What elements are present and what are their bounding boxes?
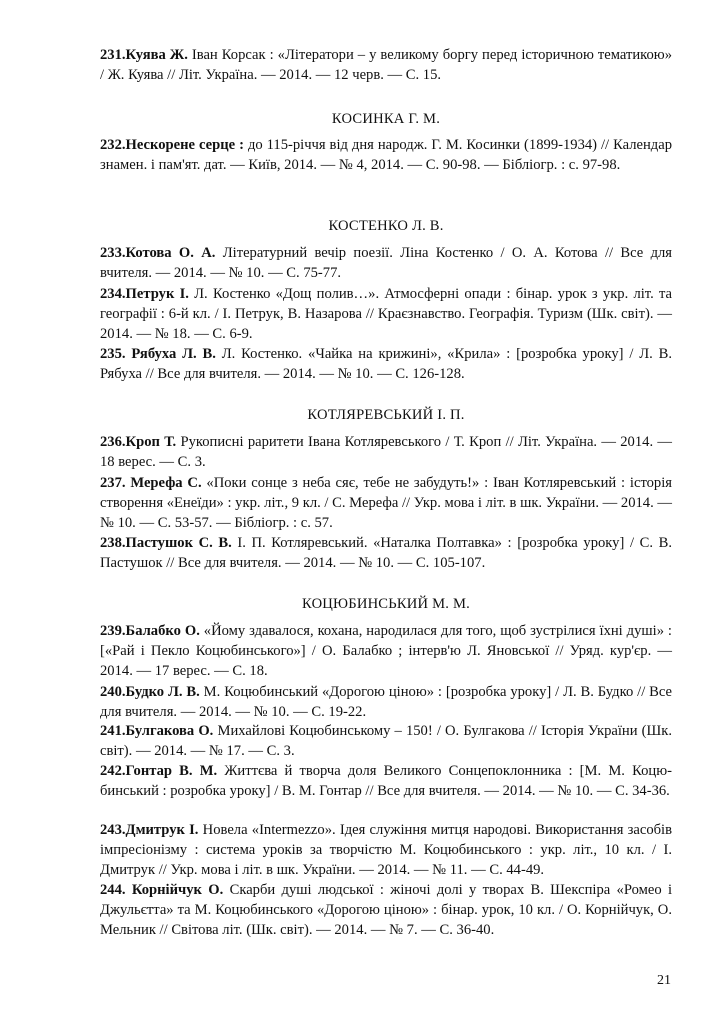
entry-author: Рябуха Л. В. [131, 346, 216, 362]
entry-text: «Поки сонце з неба сяє, тебе не забудуть!» : Іван Котляревський : історія створення «Енеїди» : укр. літ., 9 кл. / С. Мерефа // Укр. мова і літ. в шк. України. — 2014. — № 10. — С. 53-57. — Бібліогр. : с. 57. [100, 475, 672, 531]
bibliography-entry [100, 761, 672, 801]
bibliography-entry [100, 533, 672, 573]
section-heading: КОТЛЯРЕВСЬКИЙ І. П. [307, 407, 465, 423]
bibliography-entry [100, 721, 672, 761]
entry-number: 237. [100, 475, 131, 491]
entry-author: Булгакова О. [125, 723, 214, 739]
bibliography-entry [100, 621, 672, 681]
bibliography-entry [100, 473, 672, 533]
entry-text: Новела «Intermezzo». Ідея служіння митця народові. Використання засобів імпресіонізму : система уроків за творчістю М. Коцюбинського : укр. літ., 10 кл. / І. Дмитрук // Укр. мова і літ. в шк. України. — 2014. — № 11. — С. 44-49. [100, 822, 673, 878]
entry-text: Л. Костенко «Дощ полив…». Атмосферні опади : бінар. урок з укр. літ. та географії : 6-й кл. / І. Петрук, В. Назарова // Краєзнавство. Географія. Туризм (Шк. світ). — 2014. — № 18. — С. 6-9. [100, 286, 673, 342]
entry-author: Нескорене серце : [125, 137, 244, 153]
page-number: 21 [657, 973, 671, 988]
entry-text: М. Коцюбинський «Дорогою ціною» : [розробка уроку] / Л. В. Будко // Все для вчителя. — 2014. — № 10. — С. 19-22. [100, 684, 672, 720]
entry-number: 244. [100, 882, 132, 898]
entry-text: Життєва й творча доля Великого Сонцепоклонника : [М. М. Коцю-бинський : розробка уроку] / В. М. Гонтар // Все для вчителя. — 2014. — № 10. — С. 34-36. [100, 763, 672, 799]
section-heading: КОЦЮБИНСЬКИЙ М. М. [302, 596, 470, 612]
entry-number: 232. [100, 137, 126, 153]
entry-text: Літературний вечір поезії. Ліна Костенко / О. А. Котова // Все для вчителя. — 2014. — № 10. — С. 75-77. [100, 245, 673, 281]
entry-number: 240. [100, 684, 126, 700]
bibliography-entry [100, 284, 672, 344]
entry-number: 236. [100, 434, 126, 450]
bibliography-entry [100, 682, 672, 722]
entry-author: Петрук І. [125, 286, 189, 302]
entry-number: 238. [100, 535, 126, 551]
entry-text: І. П. Котляревський. «Наталка Полтавка» : [розробка уроку] / С. В. Пастушок // Все для вчителя. — 2014. — № 10. — С. 105-107. [100, 535, 672, 571]
entry-text: Рукописні раритети Івана Котляревського / Т. Кроп // Літ. Україна. — 2014. — 18 верес. — С. 3. [100, 434, 672, 470]
section-heading: КОСТЕНКО Л. В. [328, 218, 444, 234]
entry-author: Гонтар В. М. [125, 763, 218, 779]
entry-author: Корнійчук О. [131, 882, 224, 898]
bibliography-entry [100, 135, 672, 175]
section-heading: КОСИНКА Г. М. [331, 111, 441, 127]
entry-author: Куява Ж. [125, 47, 188, 63]
entry-number: 243. [100, 822, 126, 838]
entry-number: 234. [100, 286, 126, 302]
bibliography-entry [100, 880, 672, 940]
entry-number: 239. [100, 623, 126, 639]
bibliography-entry [100, 432, 672, 472]
entry-text: Михайлові Коцюбинському – 150! / О. Булгакова // Історія України (Шк. світ). — 2014. — № 17. — С. 3. [100, 723, 673, 759]
entry-text: Іван Корсак : «Літератори – у великому боргу перед історичною тематикою» / Ж. Куява // Літ. Україна. — 2014. — 12 черв. — С. 15. [100, 47, 672, 83]
entry-number: 235. [100, 346, 132, 362]
entry-text: Скарби душі людської : жіночі долі у творах В. Шекспіра «Ромео і Джульєтта» та М. Коцюбинського «Дорогою ціною» : бінар. урок, 10 кл. / О. Корнійчук, О. Мельник // Світова літ. (Шк. світ). — 2014. — № 7. — С. 36-40. [100, 882, 672, 938]
entry-text: «Йому здавалося, кохана, народилася для того, щоб зустрілися їхні душі» : [«Рай і Пекло Коцюбинського»] / О. Балабко ; інтерв'ю Л. Яновської // Уряд. кур'єр. — 2014. — 17 верес. — С. 18. [100, 623, 672, 679]
entry-text: Л. Костенко. «Чайка на крижині», «Крила» : [розробка уроку] / Л. В. Рябуха // Все для вчителя. — 2014. — № 10. — С. 126-128. [100, 346, 673, 382]
entry-text: до 115-річчя від дня народж. Г. М. Косинки (1899-1934) // Календар знамен. і пам'ят. дат. — Київ, 2014. — № 4, 2014. — С. 90-98. — Бібліогр. : с. 97-98. [100, 137, 672, 173]
entry-number: 231. [100, 47, 126, 63]
bibliography-entry [100, 820, 672, 880]
bibliography-entry [100, 45, 672, 85]
entry-author: Пастушок С. В. [125, 535, 232, 551]
entry-number: 242. [100, 763, 126, 779]
entry-author: Балабко О. [125, 623, 200, 639]
entry-number: 241. [100, 723, 126, 739]
entry-number: 233. [100, 245, 126, 261]
entry-author: Котова О. А. [125, 245, 216, 261]
bibliography-entry [100, 344, 672, 384]
bibliography-entry [100, 243, 672, 283]
entry-author: Дмитрук І. [125, 822, 199, 838]
entry-author: Будко Л. В. [125, 684, 200, 700]
entry-author: Мерефа С. [130, 475, 202, 491]
entry-author: Кроп Т. [125, 434, 177, 450]
